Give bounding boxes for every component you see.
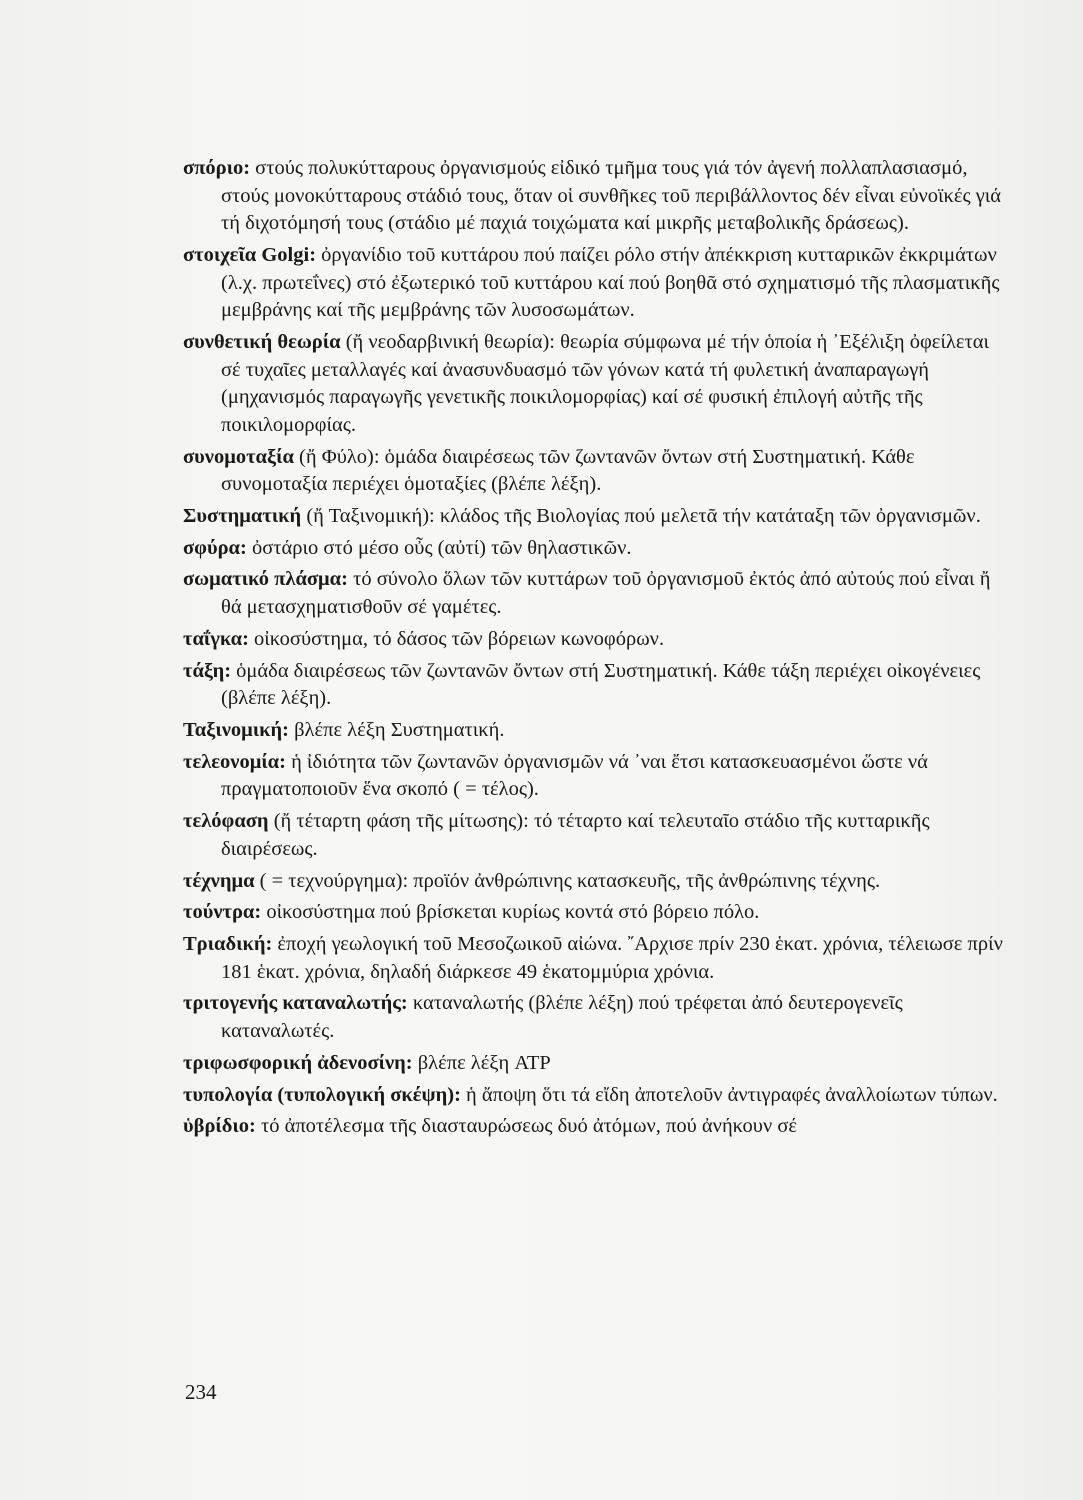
entry-definition: ὀστάριο στό μέσο οὖς (αὐτί) τῶν θηλαστικῶν. [246,536,632,559]
entry-definition: ὀργανίδιο τοῦ κυττάρου πού παίζει ρόλο στήν ἀπέκκριση κυτταρικῶν ἐκκριμάτων (λ.χ. πρωτεΐνες) στό ἐξωτερικό τοῦ κυττάρου καί πού βοηθᾶ στό σχηματισμό τῆς πλασματικῆς μεμβράνης καί τῆς μεμβράνης τῶν λυσοσωμάτων. [221,243,1000,322]
entry-definition: ὁμάδα διαιρέσεως τῶν ζωντανῶν ὄντων στή Συστηματική. Κάθε τάξη περιέχει οἰκογένειες (βλέπε λέξη). [221,659,981,710]
glossary-entry [183,899,1013,927]
entry-definition: καταναλωτής (βλέπε λέξη) πού τρέφεται ἀπό δευτερογενεῖς καταναλωτές. [221,992,903,1043]
entry-term: σπόριο: [183,157,251,179]
entry-term: τάξη: [183,659,232,682]
entry-definition: (ἤ Ταξινομική): κλάδος τῆς Βιολογίας πού μελετᾶ τήν κατάταξη τῶν ὀργανισμῶν. [301,504,981,527]
entry-definition: στούς πολυκύτταρους ὀργανισμούς εἰδικό τμῆμα τους γιά τόν ἀγενή πολλαπλασιασμό, στούς μονοκύτταρους στάδιό τους, ὅταν οἱ συνθῆκες τοῦ περιβάλλοντος δέν εἶναι εὐνοϊκές γιά τή διχοτόμησή τους (στάδιο μέ παχιά τοιχώματα καί μικρῆς μεταβολικῆς δράσεως). [221,157,1002,235]
entry-term: συνθετική θεωρία [183,330,341,353]
entry-term: τυπολογία (τυπολογική σκέψη): [183,1083,461,1106]
entry-term: Τριαδική: [183,933,273,956]
glossary-entry [183,990,1013,1045]
glossary-entry [183,242,1013,325]
glossary-entry [183,1113,1013,1141]
entry-definition: βλέπε λέξη ATP [412,1051,551,1074]
entry-term: ὑβρίδιο: [183,1115,256,1138]
glossary-entry [183,717,1013,745]
entry-term: σωματικό πλάσμα: [183,568,348,591]
entry-definition: (ἤ τέταρτη φάση τῆς μίτωσης): τό τέταρτο καί τελευταῖο στάδιο τῆς κυτταρικῆς διαιρέσεως. [221,810,930,860]
glossary-entry [183,155,1013,238]
glossary-entry [183,808,1013,863]
glossary-entry [183,868,1013,896]
entry-term: Συστηματική [183,504,302,527]
entry-definition: οἰκοσύστημα πού βρίσκεται κυρίως κοντά στό βόρειο πόλο. [261,901,760,924]
entry-term: τούντρα: [183,901,262,924]
entry-definition: τό σύνολο ὅλων τῶν κυττάρων τοῦ ὀργανισμοῦ ἐκτός ἀπό αὐτούς πού εἶναι ἤ θά μετασχηματισθοῦν σέ γαμέτες. [221,568,991,619]
glossary-entry [183,535,1013,563]
entry-term: στοιχεῖα Golgi: [183,243,317,266]
entry-definition: οἰκοσύστημα, τό δάσος τῶν βόρειων κωνοφόρων. [248,627,665,650]
glossary-entry [183,566,1013,621]
entry-term: ταΐγκα: [183,627,249,650]
glossary-entry [183,1050,1013,1078]
entry-definition: ἡ ἰδιότητα τῶν ζωντανῶν ὀργανισμῶν νά ᾿ναι ἔτσι κατασκευασμένοι ὥστε νά πραγματοποιοῦν ἕνα σκοπό ( = τέλος). [221,750,928,801]
glossary-entry [183,658,1013,713]
glossary-list [183,155,1013,1145]
entry-definition: ἡ ἄποψη ὅτι τά εἴδη ἀποτελοῦν ἀντιγραφές ἀναλλοίωτων τύπων. [460,1083,998,1106]
glossary-entry [183,1082,1013,1110]
entry-definition: (ἤ Φύλο): ὁμάδα διαιρέσεως τῶν ζωντανῶν ὄντων στή Συστηματική. Κάθε συνομοταξία περιέχει ὁμοταξίες (βλέπε λέξη). [221,445,915,496]
glossary-entry [183,749,1013,804]
entry-term: τριτογενής καταναλωτής: [183,992,408,1015]
glossary-entry [183,626,1013,654]
entry-term: σφύρα: [183,536,247,559]
entry-term: τελεονομία: [183,750,286,773]
entry-term: τέχνημα [183,869,255,892]
glossary-entry [183,444,1013,499]
entry-definition: ( = τεχνούργημα): προϊόν ἀνθρώπινης κατασκευῆς, τῆς ἀνθρώπινης τέχνης. [254,869,881,892]
entry-term: τελόφαση [183,810,269,833]
entry-definition: (ἤ νεοδαρβινική θεωρία): θεωρία σύμφωνα μέ τήν ὁποία ἡ ᾿Εξέλιξη ὀφείλεται σέ τυχαῖες μεταλλαγές καί ἀνασυνδυασμό τῶν γόνων κατά τή φυλετική ἀναπαραγωγή (μηχανισμός παραγωγῆς γενετικῆς ποικιλομορφίας) καί σέ φυσική ἐπιλογή αὐτῆς τῆς ποικιλομορφίας. [221,330,989,436]
entry-definition: τό ἀποτέλεσμα τῆς διασταυρώσεως δυό ἀτόμων, πού ἀνήκουν σέ [255,1115,797,1138]
entry-definition: ἐποχή γεωλογική τοῦ Μεσοζωικοῦ αἰώνα. ῎Αρχισε πρίν 230 ἑκατ. χρόνια, τέλειωσε πρίν 181 ἑκατ. χρόνια, δηλαδή διάρκεσε 49 ἑκατομμύρια χρόνια. [221,933,1003,983]
entry-term: Ταξινομική: [183,718,289,741]
entry-term: συνομοταξία [183,445,294,468]
entry-term: τριφωσφορική ἀδενοσίνη: [183,1051,413,1074]
page-number: 234 [185,1380,217,1404]
glossary-entry [183,503,1013,531]
glossary-entry [183,329,1013,439]
glossary-entry [183,931,1013,986]
entry-definition: βλέπε λέξη Συστηματική. [288,718,505,741]
